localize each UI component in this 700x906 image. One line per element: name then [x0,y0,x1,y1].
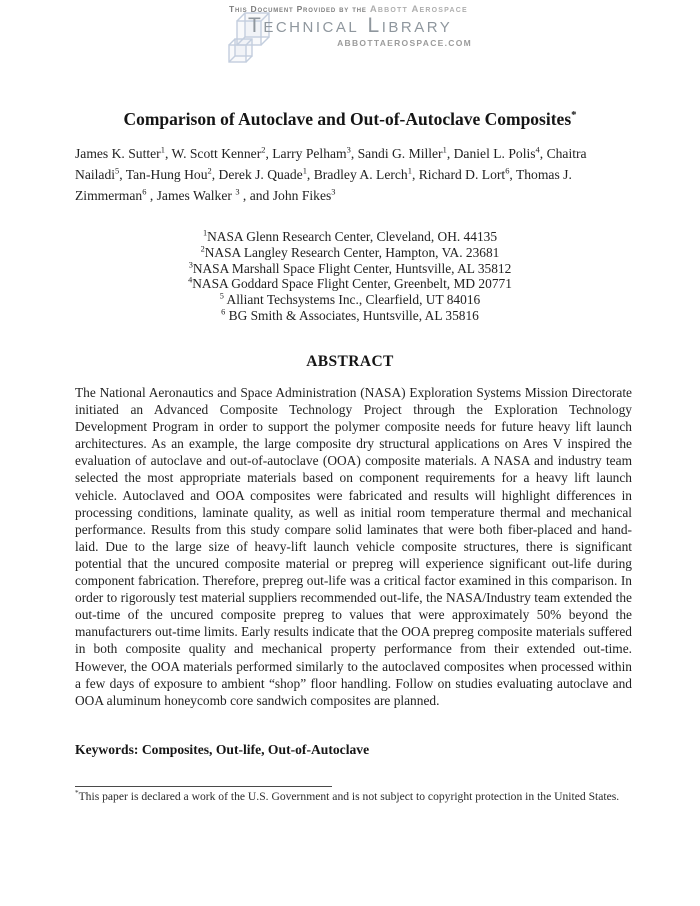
affiliation-line: $^2$NASA Langley Research Center, Hampton, VA. 23681 [200,244,500,260]
affiliation-line: $^5$ Alliant Techsystems Inc., Clearfield, UT 84016 [219,291,481,308]
author-list [75,143,635,206]
affiliation-line: $^3$NASA Marshall Space Flight Center, Huntsville, AL 35812 [188,260,512,276]
abstract-heading: ABSTRACT [306,353,394,370]
header-logo-title: Technical Library [248,14,453,37]
affiliation-list [0,229,700,324]
affiliation-line: $^1$NASA Glenn Research Center, Cleveland, OH. 44135 [202,228,498,244]
affiliation-line: $^6$ BG Smith & Associates, Huntsville, AL 35816 [221,307,479,323]
affiliation-line: $^4$NASA Goddard Space Flight Center, Greenbelt, MD 20771 [188,275,512,292]
author-line: James K. Sutter$^1$, W. Scott Kenner$^2$, Larry Pelham$^3$, Sandi G. Miller$^1$, Daniel L. Polis$^4$, Chaitra [75,144,587,161]
header-provided-prefix: This Document Provided by the [229,4,367,14]
author-line: Zimmerman$^6$ , James Walker $^3$ , and John Fikes$^3$ [75,186,336,203]
header-provided-brand: Abbott Aerospace [369,4,468,15]
author-line: Nailadi$^5$, Tan-Hung Hou$^2$, Derek J. Quade$^1$, Bradley A. Lerch$^1$, Richard D. Lort$^6$, Thomas J. [75,165,572,182]
footnote-separator [75,786,332,787]
header-website: ABBOTTAEROSPACE.COM [337,38,472,48]
footnote-text: *This paper is declared a work of the U.S. Government and is not subject to copyright protection in the United States. [75,789,620,803]
abstract-body: The National Aeronautics and Space Administration (NASA) Exploration Systems Mission Directorate initiated an Advanced Composite Technology Project through the Exploration Technology Development Program in order to support the polymer composite needs for future heavy lift launch architectures. As an example, the large composite dry structural applications on Ares V inspired the evaluation of autoclave and out-of-autoclave (OOA) composite materials. A NASA and industry team selected the most appropriate materials based on component requirements for a heavy lift launch vehicle. Autoclaved and OOA composites were fabricated and results will highlight differences in processing conditions, laminate quality, as well as initial room temperature thermal and mechanical performance. Results from this study compare solid laminates that were both fiber-placed and hand-laid. Due to the large size of heavy-lift launch vehicle composite structures, there is significant potential that the uncured composite material or prepreg will experience significant out-life during component fabrication. Therefore, prepreg out-life was a critical factor examined in this comparison. In order to rigorously test material suppliers recommended out-life, the NASA/Industry team extended the out-time of the uncured composite prepreg to values that were approximately 50% beyond the manufacturers out-time limits. Early results indicate that the OOA prepreg composite materials suffered in both composite quality and mechanical property performance from their extended out-time. However, the OOA materials performed similarly to the autoclaved composites when processed within a few days of exposure to ambient “shop” floor handling. Follow on studies evaluating autoclave and OOA aluminum honeycomb core sandwich composites are planned. [75,385,632,708]
paper-title: Comparison of Autoclave and Out-of-Autoclave Composites* [123,109,577,129]
keywords-line: Keywords: Composites, Out-life, Out-of-Autoclave [75,742,370,757]
technical-library-header [229,4,475,48]
